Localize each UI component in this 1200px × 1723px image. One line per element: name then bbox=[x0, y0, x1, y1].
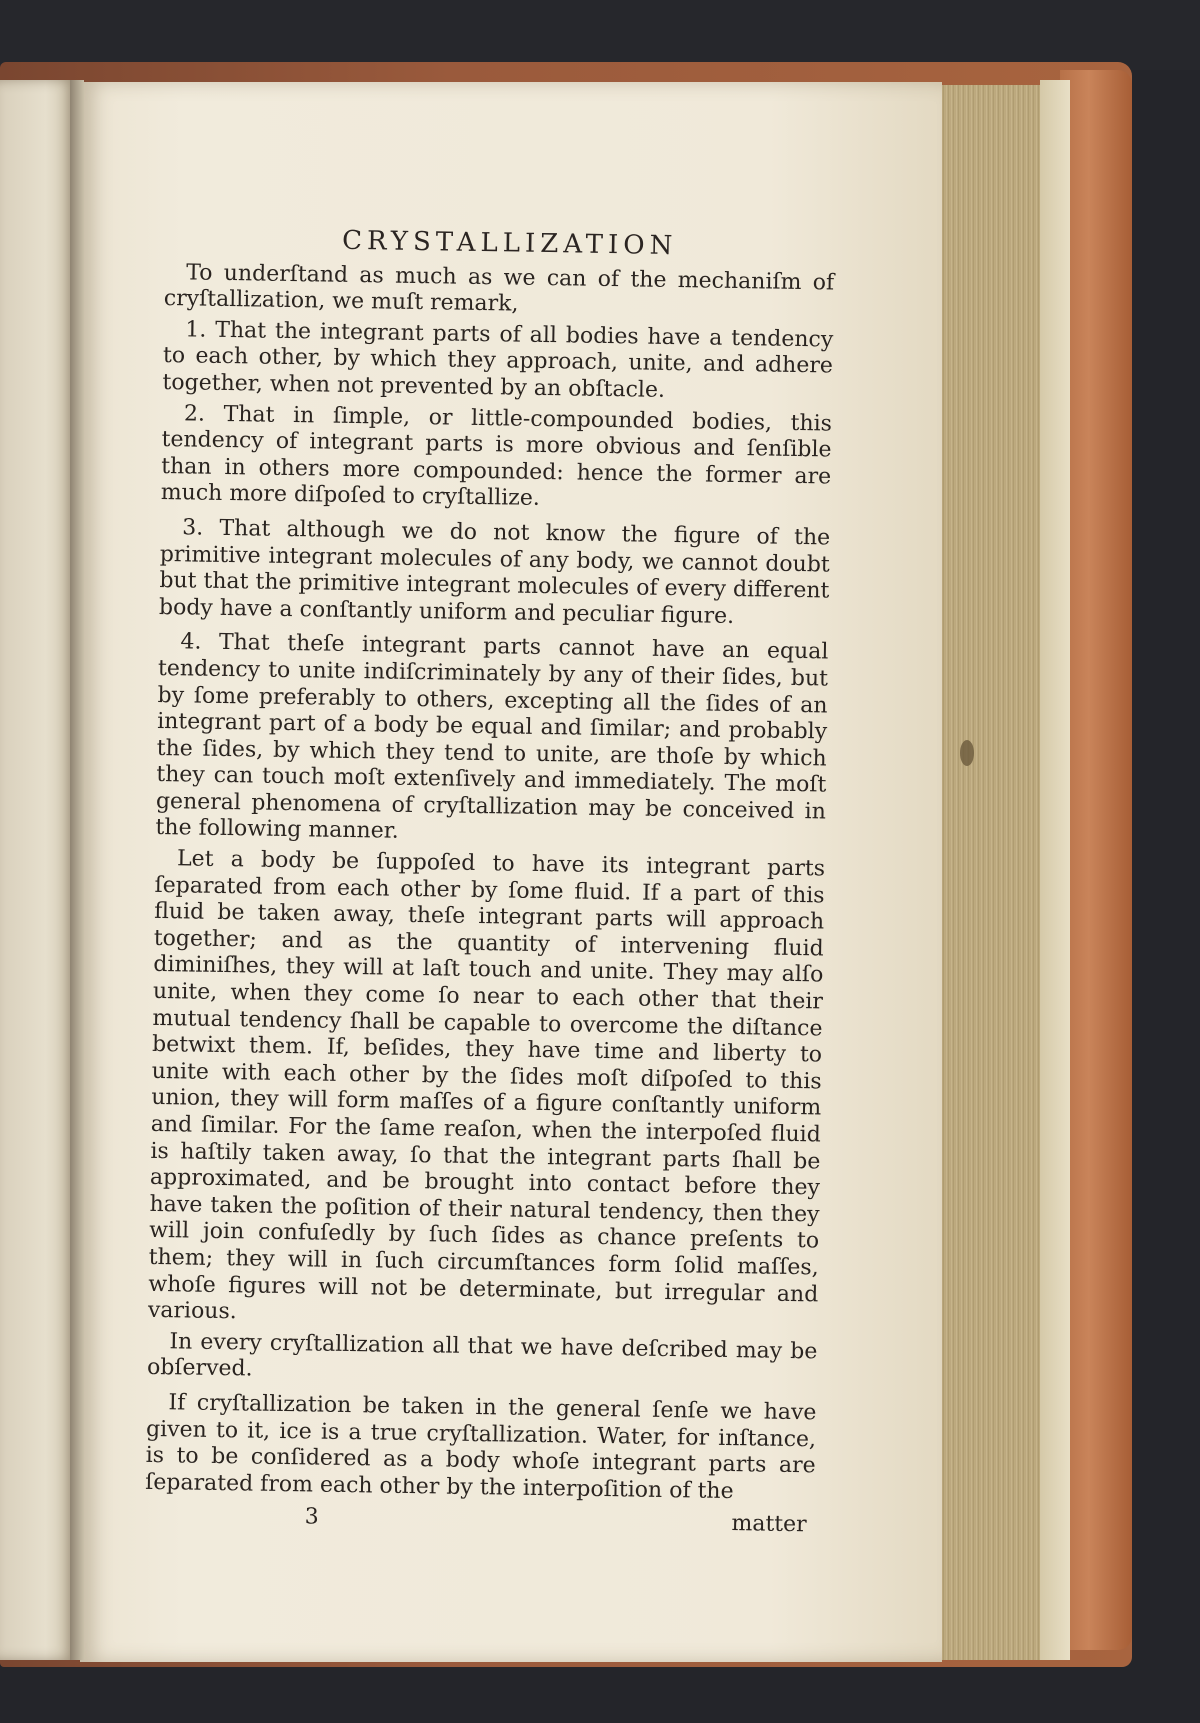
paragraph: If cryſtallization be taken in the general ſenſe we have given to it, ice is a true cryſtallization. Water, for inſtance, is to be conſidered as a body whoſe integrant parts are ſeparated from each other by the interpoſition of the bbox=[145, 1390, 817, 1504]
paragraph-point-2: 2. That in ſimple, or little-compounded bodies, this tendency of integrant parts is more obvious and ſenſible than in others more compounded: hence the former are much more diſpoſed to cryſtallize. bbox=[160, 400, 833, 512]
paragraph: Let a body be ſuppoſed to have its integrant parts ſeparated from each other by ſome fluid. If a part of this fluid be taken away, theſe integrant parts will approach together; and as the quantity of intervening fluid diminiſhes, they will at laſt touch and unite. They may alſo unite, when they come ſo near to each other that their mutual tendency ſhall be capable to overcome the diſtance betwixt them. If, beſides, they have time and liberty to unite with each other by the ſides moſt diſpoſed to this union, they will form maſſes of a figure conſtantly uniform and ſimilar. For the ſame reaſon, when the interpoſed fluid is haſtily taken away, ſo that the integrant parts ſhall be approximated, and be brought into contact before they have taken the poſition of their natural tendency, then they will join confuſedly by ſuch ſides as chance preſents to them; they will in ſuch circumſtances form ſolid maſſes, whoſe figures will not be determinate, but irregular and various. bbox=[147, 846, 826, 1325]
signature-mark: 3 bbox=[304, 1504, 319, 1530]
paragraph-point-3: 3. That although we do not know the figure of the primitive integrant molecules of any body, we cannot doubt but that the primitive integrant molecules of every different body have a conſtantly uniform and peculiar figure. bbox=[158, 515, 831, 629]
book-gutter bbox=[70, 80, 84, 1660]
background-cloth bbox=[0, 0, 1200, 70]
book-cover-edge bbox=[1060, 70, 1132, 1650]
paragraph-point-4: 4. That theſe integrant parts cannot have an equal tendency to unite indiſcriminately by any of their ſides, but by ſome preferably to others, excepting all the ſides of an integrant part of a body be equal and ſimilar; and probably the ſides, by which they tend to unite, are thoſe by which they can touch moſt extenſively and immediately. The moſt general phenomena of cryſtallization may be conceived in the following manner. bbox=[155, 629, 829, 845]
page-text-block bbox=[144, 225, 834, 1541]
paragraph-point-1: 1. That the integrant parts of all bodies have a tendency to each other, by which they approach, unite, and adhere together, when not prevented by an obſtacle. bbox=[162, 317, 834, 403]
page-block-fore-edge bbox=[1040, 80, 1070, 1660]
paragraph: In every cryſtallization all that we have deſcribed may be obſerved. bbox=[146, 1328, 818, 1382]
running-heading: CRYSTALLIZATION bbox=[341, 225, 678, 262]
paragraph: To underſtand as much as we can of the mechaniſm of cryſtallization, we muſt remark, bbox=[163, 259, 835, 317]
page-stain bbox=[960, 740, 974, 766]
left-page-sliver bbox=[0, 80, 76, 1660]
catchword: matter bbox=[731, 1511, 807, 1538]
